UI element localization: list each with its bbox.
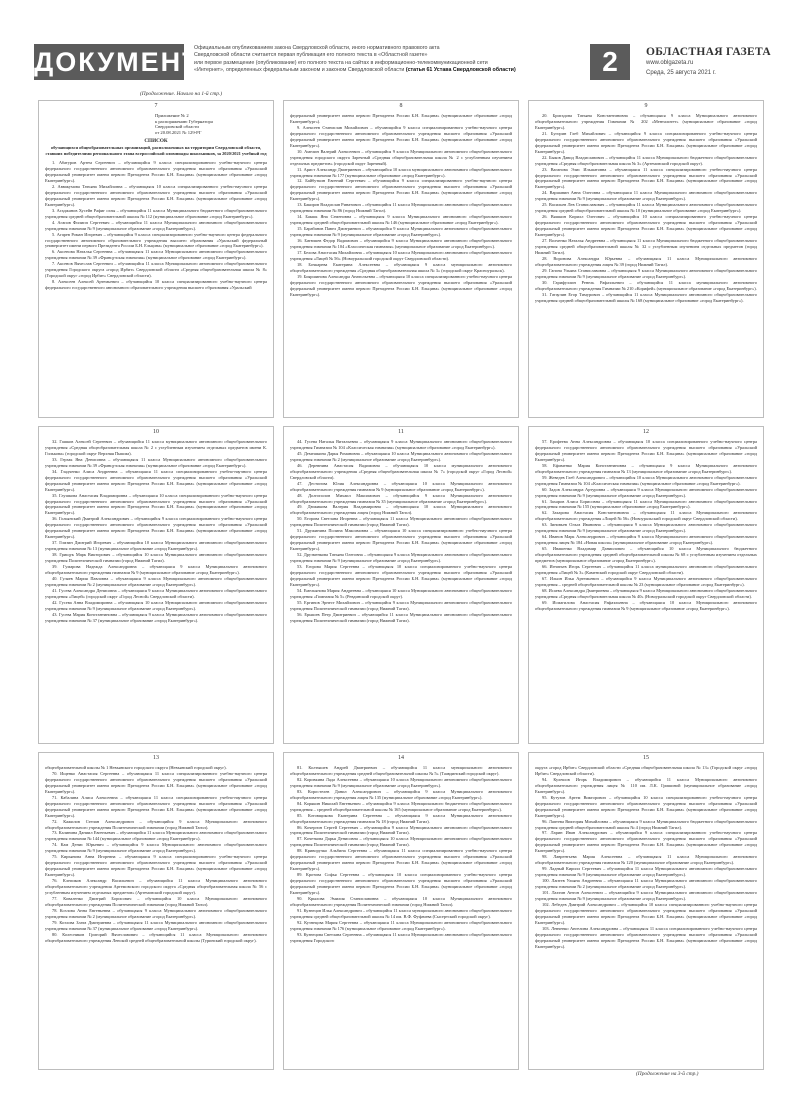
document-page-15 <box>528 752 764 1070</box>
list-entry: 96. Лаптева Виктория Михайловна – обучающаяся 9 класса Муниципального бюджетного общеобразовательного учреждения средней общеобразовательной школы № 4 (город Нижний Тагил). <box>535 818 757 830</box>
document-page-10 <box>38 426 274 744</box>
list-entry: 62. Захарова Анастасия Константиновна – обучающаяся 11 класса Муниципального автономного общеобразовательного учреждения «Лицей № 56» (Новоуральский городской округ Свердловской области). <box>535 510 757 522</box>
list-entry: 68. Исаева Александра Дмитриевна – обучающаяся 9 класса Муниципального автономного общеобразовательного учреждения «Средняя общеобразовательная школа № 40» (Новоуральский городской округ Свердловской области). <box>535 587 757 599</box>
list-entry: федеральный университет имени первого Президента России Б.Н. Ельцина» (муниципальное образование «город Екатеринбург»). <box>290 113 512 124</box>
list-entry: 53. Егорова Мария Сергеевна – обучающаяся 10 класса специализированного учебно-научного центра федерального государственного автономного образовательного учреждения высшего образования «Уральский федеральный университет имени первого Президента России Б.Н. Ельцина» (муниципальное образование «город Екатеринбург»). <box>290 564 512 587</box>
list-entry: 82. Коровкина Лада Алексеевна – обучающаяся 10 класса Муниципального автономного общеобразовательного учреждения гимназии № 9 (муниципальное образование «город Екатеринбург»). <box>290 776 512 788</box>
list-title: СПИСОК <box>144 138 168 145</box>
list-entry: 31. Гатаулин Егор Тимурович – обучающийся 11 класса Муниципального автономного общеобразовательного учреждения средней общеобразовательной школы № 168 (муниципальное образование «город Екатеринбург»). <box>535 291 757 303</box>
website-link[interactable]: www.oblgazeta.ru <box>646 60 694 66</box>
list-entry: округа «город Ирбит» Свердловской области «Средняя общеобразовательная школа № 13» (Городской округ «город Ирбит» Свердловской области). <box>535 765 757 776</box>
appendix-header <box>155 113 267 135</box>
list-entry: 50. Егорова Светлана Игоревна – обучающаяся 11 класса Муниципального автономного общеобразовательного учреждения Политехнической гимназии (город Нижний Тагил). <box>290 516 512 528</box>
page-text <box>535 439 757 740</box>
list-entry: 74. Кам Денис Юрьевич – обучающийся 9 класса Муниципального автономного общеобразовательного учреждения гимназии № 9 (муниципальное образование «город Екатеринбург»). <box>45 842 267 854</box>
document-page-9 <box>528 100 764 418</box>
page-index: 7 <box>154 103 158 109</box>
page-index: 8 <box>399 103 403 109</box>
list-entry: 19. Бояршинова Александра Анатольевна – обучающаяся 10 класса специализированного учебно-научного центра федерального государственного автономного образовательного учреждения высшего образования «Уральский федеральный университет имени первого Президента России Б.Н. Ельцина» (муниципальное образование «город Екатеринбург»). <box>290 273 512 297</box>
list-entry: 65. Ивашенко Владимир Даниилович – обучающийся 10 класса Муниципального бюджетного общеобразовательного учреждения средней общеобразовательной школы № 68 с углубленным изучением отдельных предметов (муниципальное образование «город Екатеринбург»). <box>535 546 757 564</box>
issue-date: Среда, 25 августа 2021 г. <box>646 70 716 76</box>
list-entry: 99. Ладный Кирилл Сергеевич – обучающийся 11 класса Муниципального автономного общеобразовательного учреждения гимназии № 9 (муниципальное образование «город Екатеринбург»). <box>535 866 757 878</box>
appendix-line: Свердловской области <box>155 124 199 130</box>
list-entry: 89. Кротова Софья Сергеевна – обучающаяся 10 класса специализированного учебно-научного центра федерального государственного автономного образовательного учреждения высшего образования «Уральский федеральный университет имени первого Президента России Б.Н. Ельцина» (муниципальное образование «город Екатеринбург»). <box>290 872 512 896</box>
list-entry: 63. Зиновьев Ольга Ивановна – обучающаяся 9 класса Муниципального автономного общеобразовательного учреждения гимназии № 9 (муниципальное образование «город Екатеринбург»). <box>535 522 757 534</box>
list-entry: 46. Деревнина Анастасия Вадимовна – обучающаяся 10 класса муниципального автономного общеобразовательного учреждения «Средняя общеобразовательная школа № 7» (городской округ «Город Лесной» Свердловской области). <box>290 462 512 480</box>
list-entry: 7. Аксенов Вячеслав Сергеевич – обучающийся 11 класса Муниципального автономного общеобразовательного учреждения Городского округа «город Ирбит» Свердловской области «Средняя общеобразовательная школа № 8» (Городской округ «город Ирбит» Свердловской области). <box>45 261 267 279</box>
list-entry: 12. Байбуткин Евгений Сергеевич – обучающийся 9 класса специализированного учебно-научного центра федерального государственного автономного образовательного учреждения высшего образования «Уральский федеральный университет имени первого Президента России Б.Н. Ельцина» (муниципальное образование «город Екатеринбург»). <box>290 178 512 202</box>
list-entry: 37. Гомзин Дмитрий Игоревич – обучающийся 10 класса Муниципального автономного общеобразовательного учреждения гимназии № 13 (муниципальное образование «город Екатеринбург»). <box>45 540 267 552</box>
list-entry: 41. Гусева Александра Денисовна – обучающаяся 9 класса Муниципального автономного общеобразовательного учреждения «Лицей» (городской округ «Город Лесной» Свердловской области). <box>45 587 267 599</box>
list-entry: 84. Корякин Николай Евгеньевич – обучающийся 9 класса Муниципального бюджетного общеобразовательного учреждения – средней общеобразовательной школы № 165 (муниципальное образование «город Екатеринбург»). <box>290 800 512 812</box>
list-entry: 6. Аксенова Наталья Сергеевна – обучающаяся 11 класса Муниципального автономного общеобразовательного учреждения гимназии № 39 «Французская гимназия» (муниципальное образование «город Екатеринбург»). <box>45 249 267 261</box>
list-subtitle: обучающихся общеобразовательных организаций, расположенных на территории Свердловской области, ставших победителями регионального этапа всероссийской олимпиады школьников, за 2020/2021 учебный год <box>45 145 267 156</box>
list-entry: 30. Гарифуллин Ренель Рафаэльевич – обучающийся 11 класса муниципального автономного общеобразовательного учреждения Гимназии № 210 «Корифей» (муниципальное образование «город Екатеринбург»). <box>535 279 757 291</box>
list-entry: 75. Кирьянова Анна Игоревна – обучающаяся 9 класса специализированного учебно-научного центра федерального государственного автономного образовательного учреждения высшего образования «Уральский федеральный университет имени первого Президента России Б.Н. Ельцина» (муниципальное образование «город Екатеринбург»). <box>45 854 267 878</box>
list-entry: 20. Бригадова Татьяна Константиновна – обучающаяся 9 класса Муниципального автономного общеобразовательного учреждения Гимназии № 202 «Менталитет» (муниципальное образование «город Екатеринбург»). <box>535 113 757 130</box>
page-text <box>290 113 512 414</box>
list-entry: 60. Задов Александра Артуровна – обучающаяся 9 класса Муниципального автономного общеобразовательного учреждения гимназии № 9 (муниципальное образование «город Екатеринбург»). <box>535 486 757 498</box>
list-entry: 5. Агарев Роман Игоревич – обучающийся 9 класса специализированного учебно-научного центра федерального государственного автономного образовательного учреждения высшего образования «Уральский федеральный университет имени первого Президента России Б.Н. Ельцина» (муниципальное образование «город Екатеринбург»). <box>45 231 267 249</box>
list-entry: 59. Жеведев Глеб Александрович – обучающийся 10 класса Муниципального автономного общеобразовательного учреждения Гимназии № 104 «Классическая гимназия» (муниципальное образование «город Екатеринбург»). <box>535 474 757 486</box>
list-entry: 32. Гашков Алексей Сергеевич – обучающийся 11 класса муниципального автономного общеобразовательного учреждения «Средняя общеобразовательная школа № 2 с углубленным изучением отдельных предметов имени К. Гилькова» (городской округ Верхняя Пышма). <box>45 439 267 456</box>
list-entry: 25. Васильев Лев Станиславович – обучающийся 11 класса Муниципального автономного общеобразовательного учреждения средней общеобразовательной школы № 10 (муниципальное образование «город Екатеринбург»). <box>535 202 757 214</box>
list-entry: 40. Гуляев Мария Павловна – обучающаяся 9 класса Муниципального автономного общеобразовательного учреждения гимназии № 2 (муниципальное образование «город Екатеринбург»). <box>45 575 267 587</box>
list-entry: 22. Быков Давид Владиславович – обучающийся 11 класса Муниципального бюджетного общеобразовательного учреждения «Средняя общеобразовательная школа № 3» (Артемовский городской округ). <box>535 154 757 166</box>
list-entry: 101. Лахтин Антон Алексеевич – обучающийся 9 класса Муниципального автономного общеобразовательного учреждения гимназии № 9 (муниципальное образование «город Екатеринбург»). <box>535 890 757 901</box>
list-entry: 56. Ерышев Петр Дмитриевич – обучающийся 11 класса Муниципального автономного общеобразовательного учреждения Политехнической гимназии (город Нижний Тагил). <box>290 611 512 623</box>
page-index: 15 <box>643 755 649 761</box>
list-entry: 81. Колтышев Андрей Дмитриевич – обучающийся 11 класса муниципального автономного общеобразовательного учреждения средней общеобразовательной школы № 5» (Таавдинский городской округ). <box>290 765 512 776</box>
list-entry: 43. Гусева Мария Константиновна – обучающаяся 9 класса Муниципального автономного общеобразовательного учреждения гимназии № 37 (муниципальное образование «город Екатеринбург»). <box>45 611 267 623</box>
list-entry: 52. Друзменкова Татьяна Олеговна – обучающаяся 9 класса Муниципального автономного общеобразовательного учреждения гимназии № 9 (муниципальное образование «город Екатеринбург»). <box>290 552 512 564</box>
list-entry: 61. Захаров Алиса Борисовна – обучающаяся 11 класса Муниципального автономного общеобразовательного учреждения гимназии № 155 (муниципальное образование «город Екатеринбург»). <box>535 498 757 510</box>
page-index: 13 <box>153 755 159 761</box>
list-entry: 66. Игнатьев Игорь Сергеевич – обучающийся 11 класса муниципального автономного общеобразовательного учреждения «Лицей № 3» (Каменский городской округ Свердловской области). <box>535 564 757 575</box>
section-title: ДОКУМЕНТЫ <box>34 44 184 80</box>
list-entry: 17. Белова Анастасия Михайловна – обучающаяся 10 класса Муниципального автономного общеобразовательного учреждения «Лицей № 56» (Новоуральский городской округ Свердловской области). <box>290 249 512 261</box>
page-text <box>290 765 512 1066</box>
list-entry: 87. Кочеткова Дарья Денисовна – обучающаяся 10 класса Муниципального автономного общеобразовательного учреждения Политехнической гимназии (город Нижний Тагил). <box>290 836 512 848</box>
list-entry: 80. Колесников Григорий Вячеславович – обучающийся 11 класса Муниципального автономного общеобразовательного учреждения Ленской средней общеобразовательной школы (Туринский городской округ). <box>45 931 267 943</box>
notice-bold: (статья 61 Устава Свердловской области) <box>405 67 516 74</box>
document-page-13 <box>38 752 274 1070</box>
list-entry: 2. Аввакумова Татьяна Михайловна – обучающаяся 10 класса специализированного учебно-научного центра федерального государственного автономного образовательного учреждения высшего образования «Уральский федеральный университет имени первого Президента России Б.Н. Ельцина» (муниципальное образование «город Екатеринбург»). <box>45 183 267 207</box>
list-entry: 100. Лаптев Ульяна Андреевна – обучающаяся 11 класса Муниципального автономного общеобразовательного учреждения гимназии № 2 (муниципальное образование «город Екатеринбург»). <box>535 878 757 890</box>
page-text <box>45 439 267 740</box>
list-entry: 34. Гладченко Алиса Андреевна – обучающаяся 11 класса специализированного учебно-научного центра федерального государственного автономного образовательного учреждения высшего образования «Уральский федеральный университет имени первого Президента России Б.Н. Ельцина» (муниципальное образование «город Екатеринбург»). <box>45 468 267 492</box>
list-entry: 78. Козлова Анна Евгеньевна – обучающаяся 9 класса Муниципального автономного общеобразовательного учреждения гимназии № 2 (муниципальное образование «город Екатеринбург»). <box>45 907 267 919</box>
list-entry: 13. Бакиров Владислав Ринатович – обучающийся 11 класса Муниципального автономного общеобразовательного учреждения гимназии № 86 (город Нижний Тагил). <box>290 202 512 214</box>
page-index: 11 <box>398 429 404 435</box>
page-index: 12 <box>643 429 649 435</box>
document-page-7 <box>38 100 274 418</box>
list-entry: 33. Герзак Яна Денисовна – обучающаяся 11 класса Муниципального автономного общеобразовательного учреждения гимназии № 39 «Французская гимназия» (муниципальное образование «город Екатеринбург»). <box>45 456 267 468</box>
list-entry: 44. Гусева Наталья Витальевна – обучающаяся 9 класса Муниципального автономного общеобразовательного учреждения Гимназии № 104 «Классическая гимназия» (муниципальное образование «город Екатеринбург»). <box>290 439 512 450</box>
list-entry: 15. Барабанов Павел Дмитриевич – обучающийся 9 класса Муниципального автономного общеобразовательного учреждения гимназии № 9 (муниципальное образование «город Екатеринбург»). <box>290 226 512 238</box>
list-entry: 45. Демешкина Дарья Романовна – обучающаяся 10 класса Муниципального автономного общеобразовательного учреждения гимназии № 2 (муниципальное образование «город Екатеринбург»). <box>290 450 512 462</box>
list-entry: 70. Ищенко Анастасия Сергеевна – обучающаяся 11 класса специализированного учебно-научного центра федерального государственного автономного образовательного учреждения высшего образования «Уральский федеральный университет имени первого Президента России Б.Н. Ельцина» (муниципальное образование «город Екатеринбург»). <box>45 770 267 794</box>
list-entry: 90. Крылова Эмилия Станиславовна – обучающаяся 10 класса Муниципального автономного общеобразовательного учреждения Политехнической гимназии (город Нижний Тагил). <box>290 895 512 907</box>
list-entry: 47. Дестигова Юлия Александровна – обучающаяся 10 класса Муниципального автономного общеобразовательного учреждения гимназии № 9 (муниципальное образование «город Екатеринбург»). <box>290 480 512 492</box>
list-entry: 24. Варшавин Анна Олеговна – обучающаяся 11 класса Муниципального автономного общеобразовательного учреждения гимназии № 9 (муниципальное образование «город Екатеринбург»). <box>535 190 757 202</box>
page-text <box>45 113 267 414</box>
list-entry: 58. Ефименко Мария Константиновна – обучающаяся 9 класса Муниципального автономного общеобразовательного учреждения гимназии № 13 (муниципальное образование «город Екатеринбург»). <box>535 462 757 474</box>
appendix-line: Приложение № 2 <box>155 113 189 118</box>
list-entry: 29. Гагина Ульяна Станиславовна – обучающаяся 9 класса Муниципального автономного общеобразовательного учреждения гимназии № 9 (муниципальное образование «город Екатеринбург»). <box>535 267 757 279</box>
list-entry: 9. Алексеев Станислав Михайлович – обучающийся 9 класса специализированного учебно-научного центра федерального государственного автономного образовательного учреждения высшего образования «Уральский федеральный университет имени первого Президента России Б.Н. Ельцина» (муниципальное образование «город Екатеринбург»). <box>290 124 512 148</box>
page-text <box>290 439 512 740</box>
list-entry: 54. Емельянова Мария Андреевна – обучающаяся 10 класса Муниципального автономного общеобразовательного учреждения «Гимназия № 5» (Ревдинский городской округ). <box>290 587 512 599</box>
list-entry: 51. Дружинина Полина Максимовна – обучающаяся 10 класса специализированного учебно-научного центра федерального государственного автономного образовательного учреждения высшего образования «Уральский федеральный университет имени первого Президента России Б.Н. Ельцина» (муниципальное образование «город Екатеринбург»). <box>290 528 512 552</box>
document-page-8 <box>283 100 519 418</box>
list-entry: 102. Лебедев Дмитрий Александрович – обучающийся 10 класса специализированного учебно-научного центра федерального государственного автономного образовательного учреждения высшего образования «Уральский федеральный университет имени первого Президента России Б.Н. Ельцина» (муниципальное образование «город Екатеринбург»). <box>535 901 757 925</box>
page-text <box>535 113 757 414</box>
page-index: 10 <box>153 429 159 435</box>
list-entry: 49. Дюжикова Валерия Владимировна – обучающаяся 10 класса Муниципального автономного общеобразовательного учреждения лицея (город Нижний Тагил). <box>290 504 512 516</box>
list-entry: 72. Кажилов Степан Александрович – обучающийся 9 класса Муниципального автономного общеобразовательного учреждения Политехнической гимназии (город Нижний Тагил). <box>45 818 267 830</box>
document-page-14 <box>283 752 519 1070</box>
list-entry: 55. Ергинов Эрнест Михайлович – обучающийся 9 класса Муниципального автономного общеобразовательного учреждения Политехнической гимназии (город Нижний Тагил). <box>290 599 512 611</box>
list-entry: 3. Агаджанов Хусейн Рафиг оглы – обучающийся 11 класса Муниципального бюджетного общеобразовательного учреждения средней общеобразовательной школы № 112 (муниципальное образование «город Екатеринбург»). <box>45 207 267 219</box>
page-text <box>535 765 757 1066</box>
list-entry: 95. Кутузов Артем Викторович – обучающийся 10 класса специализированного учебно-научного центра федерального государственного автономного образовательного учреждения высшего образования «Уральский федеральный университет имени первого Президента России Б.Н. Ельцина» (муниципальное образование «город Екатеринбург»). <box>535 794 757 818</box>
list-entry: 83. Коростелев Данил Александрович – обучающийся 9 класса Муниципального автономного общеобразовательного учреждения лицея № 135 (муниципальное образование «город Екатеринбург»). <box>290 788 512 800</box>
list-entry: 77. Коваленко Дмитрий Борисович – обучающийся 10 класса Муниципального автономного общеобразовательного учреждения Политехнической гимназии (город Нижний Тагил). <box>45 895 267 907</box>
list-entry: 73. Калинина Даниил Евгеньевич – обучающийся 11 класса Муниципального автономного общеобразовательного учреждения гимназии № 144 (муниципальное образование «город Екатеринбург»). <box>45 830 267 842</box>
publication-notice <box>194 45 586 75</box>
list-entry: 91. Кузнецов Илья Александрович – обучающийся 11 класса муниципального автономного общеобразовательного учреждения средней общеобразовательной школы № 14 им. В.Ф. Фуфачева (Сысертский городской округ). <box>290 907 512 919</box>
list-entry: 27. Волченко Наталья Андреевна – обучающаяся 11 класса Муниципального бюджетного общеобразовательного учреждения средней общеобразовательной школы № 32 с углубленным изучением отдельных предметов (город Нижний Тагил). <box>535 238 757 255</box>
document-page-11 <box>283 426 519 744</box>
notice-line: Свердловской области считается первая публикация его полного текста в «Областной газете» <box>194 52 428 59</box>
list-entry: 16. Батюшев Федор Вадимович – обучающийся 9 класса Муниципального автономного общеобразовательного учреждения гимназии № 104 «Классическая гимназия» (муниципальное образование «город Екатеринбург»). <box>290 238 512 249</box>
list-entry: 48. Долгополов Михаил Максимович – обучающийся 9 класса Муниципального автономного общеобразовательного учреждения гимназии № 35 (муниципальное образование «город Екатеринбург»). <box>290 492 512 504</box>
list-entry: 36. Гольянский Дмитрий Александрович – обучающийся 9 класса специализированного учебно-научного центра федерального государственного автономного образовательного учреждения высшего образования «Уральский федеральный университет имени первого Президента России Б.Н. Ельцина» (муниципальное образование «город Екатеринбург»). <box>45 516 267 540</box>
list-entry: 92. Кузнецова Мария Сергеевна – обучающаяся 11 класса Муниципального автономного общеобразовательного учреждения гимназии № 176 (муниципальное образование «город Екатеринбург»). <box>290 919 512 931</box>
list-entry: 26. Вяшкин Кирилл Олегович – обучающийся 10 класса специализированного учебно-научного центра федерального государственного автономного образовательного учреждения высшего образования «Уральский федеральный университет имени первого Президента России Б.Н. Ельцина» (муниципальное образование «город Екатеринбург»). <box>535 214 757 238</box>
notice-line: «Интернет», определенных федеральным законом и законом Свердловской области (статья 61 Устава Свердловской области) <box>194 67 516 74</box>
list-entry: 94. Кулешов Игорь Владимирович – обучающийся 11 класса Муниципального автономного общеобразовательного учреждения лицея № 110 им. Л.К. Гришиной (муниципальное образование «город Екатеринбург»). <box>535 776 757 794</box>
list-entry: 1. Абатуров Артем Сергеевич – обучающийся 9 класса специализированного учебно-научного центра федерального государственного автономного образовательного учреждения высшего образования «Уральский федеральный университет имени первого Президента России Б.Н. Ельцина» (муниципальное образование «город Екатеринбург»). <box>45 160 267 183</box>
list-entry: 97. Ларин Иван Александрович – обучающийся 9 класса специализированного учебно-научного центра федерального государственного автономного образовательного учреждения высшего образования «Уральский федеральный университет имени первого Президента России Б.Н. Ельцина» (муниципальное образование «город Екатеринбург»). <box>535 830 757 854</box>
list-entry: 38. Грищук Марк Викторович – обучающийся 10 класса Муниципального автономного общеобразовательного учреждения Политехнической гимназии (город Нижний Тагил). <box>45 552 267 564</box>
list-entry: 86. Кочергин Сергей Сергеевич – обучающийся 9 класса Муниципального автономного общеобразовательного учреждения Политехнической гимназии (город Нижний Тагил). <box>290 824 512 836</box>
list-entry: 64. Иванов Марк Александрович – обучающийся 9 класса Муниципального автономного общеобразовательного учреждения лицея № 184 «Новая школа» (муниципальное образование «город Екатеринбург»). <box>535 534 757 546</box>
list-entry: 11. Арист Александр Дмитриевич – обучающийся 10 класса муниципального автономного общеобразовательного учреждения гимназии № 177 (муниципальное образование «город Екатеринбург»). <box>290 166 512 178</box>
page-index: 14 <box>398 755 404 761</box>
list-entry: 76. Клепиков Александр Васильевич – обучающийся 11 класса Муниципального автономного общеобразовательного учреждения Артемовского городского округа «Средняя общеобразовательная школа № 56 с углубленным изучением отдельных предметов» (Артемовский городской округ). <box>45 878 267 896</box>
continued-to: (Продолжение на 3-й стр.) <box>636 1071 699 1077</box>
continued-from: (Продолжение. Начало на 1-й стр.) <box>140 91 223 97</box>
list-entry: 71. Кабалина Алиса Алексеевна – обучающаяся 11 класса специализированного учебно-научного центра федерального государственного автономного образовательного учреждения высшего образования «Уральский федеральный университет имени первого Президента России Б.Н. Ельцина» (муниципальное образование «город Екатеринбург»). <box>45 794 267 818</box>
list-entry: 85. Котовщикова Екатерина Сергеевна – обучающаяся 9 класса Муниципального автономного общеобразовательного учреждения гимназии № 18 (город Нижний Тагил). <box>290 812 512 824</box>
notice-line: или первое размещение (опубликование) его полного текста на сайтах в информационно-телекоммуникационной сети <box>194 59 488 66</box>
list-entry: 57. Ерофеева Анна Александровна – обучающаяся 10 класса специализированного учебно-научного центра федерального государственного автономного образовательного учреждения высшего образования «Уральский федеральный университет имени первого Президента России Б.Н. Ельцина» (муниципальное образование «город Екатеринбург»). <box>535 439 757 462</box>
page-number: 2 <box>590 44 630 80</box>
list-entry: 10. Амелин Валерий Алексеевич – обучающийся 9 класса Муниципального автономного общеобразовательного учреждения городского округа Заречный «Средняя общеобразовательная школа № 2 с углубленным изучением отдельных предметов» (городской округ Заречный). <box>290 148 512 166</box>
list-entry: 21. Бугорин Глеб Михайлович – обучающийся 9 класса специализированного учебно-научного центра федерального государственного автономного образовательного учреждения высшего образования «Уральский федеральный университет имени первого Президента России Б.Н. Ельцина» (муниципальное образование «город Екатеринбург»). <box>535 130 757 154</box>
list-entry: 79. Козлова Злата Дмитриевна – обучающаяся 11 класса Муниципального автономного общеобразовательного учреждения гимназии № 37 (муниципальное образование «город Екатеринбург»). <box>45 919 267 931</box>
list-entry: 98. Лаврентьева Мария Алексеевна – обучающаяся 11 класса Муниципального автономного общеобразовательного учреждения гимназии № 120 (муниципальное образование «город Екатеринбург»). <box>535 854 757 866</box>
list-entry: 18. Бочкарева Екатерина Алексеевна – обучающаяся 9 класса муниципального автономного общеобразовательного учреждения «Средняя общеобразовательная школа № 3» (городской округ Красноуральск). <box>290 261 512 273</box>
list-entry: 4. Агапов Филипп Сергеевич – обучающийся 11 класса Муниципального автономного общеобразовательного учреждения гимназии № 9 (муниципальное образование «город Екатеринбург»). <box>45 219 267 231</box>
list-entry: 14. Бакшк Яна Семеновна – обучающаяся 9 класса Муниципального автономного общеобразовательного учреждения средней общеобразовательной школы № 146 (муниципальное образование «город Екатеринбург»). <box>290 214 512 226</box>
list-entry: общеобразовательной школы № 1 Невьянского городского округа (Невьянский городской округ). <box>45 765 227 770</box>
list-entry: 42. Гусева Анна Владимировна – обучающаяся 10 класса Муниципального автономного общеобразовательного учреждения гимназии № 9 (муниципальное образование «город Екатеринбург»). <box>45 599 267 611</box>
page-index: 9 <box>644 103 648 109</box>
notice-line: Официальным опубликованием закона Свердловской области, иного нормативного правового акта <box>194 45 440 51</box>
list-entry: 88. Криворучко Альбина Сергеевна – обучающаяся 11 класса специализированного учебно-научного центра федерального государственного автономного образовательного учреждения высшего образования «Уральский федеральный университет имени первого Президента России Б.Н. Ельцина» (муниципальное образование «город Екатеринбург»). <box>290 848 512 872</box>
appendix-line: от 20.08.2021 № 129-РГ <box>155 129 202 135</box>
list-entry: 35. Глушкова Анастасия Владимировна – обучающаяся 10 класса специализированного учебно-научного центра федерального государственного автономного образовательного учреждения высшего образования «Уральский федеральный университет имени первого Президента России Б.Н. Ельцина» (муниципальное образование «город Екатеринбург»). <box>45 492 267 516</box>
masthead <box>0 0 800 88</box>
list-entry: 103. Левченко Ангелина Александровна – обучающаяся 11 класса специализированного учебно-научного центра федерального государственного автономного образовательного учреждения высшего образования «Уральский федеральный университет имени первого Президента России Б.Н. Ельцина» (муниципальное образование «город Екатеринбург»). <box>535 925 757 949</box>
list-entry: 23. Ваганова Элис Ильшатовна – обучающаяся 11 класса специализированного учебно-научного центра федерального государственного автономного образовательного учреждения высшего образования «Уральский федеральный университет имени первого Президента России Б.Н. Ельцина» (муниципальное образование «город Екатеринбург»). <box>535 166 757 190</box>
list-entry: 8. Алексеев Алексей Артемьевич – обучающийся 10 класса специализированного учебно-научного центра федерального государственного автономного образовательного учреждения высшего образования «Уральский <box>45 279 267 291</box>
list-entry: 39. Гумарова Надежда Александровна – обучающаяся 9 класса Муниципального автономного общеобразовательного учреждения гимназии № 9 (муниципальное образование «город Екатеринбург»). <box>45 564 267 575</box>
document-page-12 <box>528 426 764 744</box>
page-text <box>45 765 267 1066</box>
newspaper-name: ОБЛАСТНАЯ ГАЗЕТА <box>646 46 771 58</box>
appendix-line: к распоряжению Губернатора <box>155 118 213 124</box>
list-entry: 93. Кузнецова Светлана Сергеевна – обучающаяся 11 класса Муниципального автономного общеобразовательного учреждения Городского <box>290 931 512 943</box>
list-entry: 28. Воронова Александра Юрьевна – обучающаяся 11 класса Муниципального автономного общеобразовательного учреждения лицея № 39 (город Нижний Тагил). <box>535 255 757 267</box>
list-entry: 67. Ильин Илья Артемьевич – обучающийся 9 класса Муниципального автономного общеобразовательного учреждения – средней общеобразовательной школы № 23 (муниципальное образование «город Екатеринбург»). <box>535 575 757 587</box>
list-entry: 69. Исмагилова Анастасия Рафаэльевна – обучающаяся 10 класса Муниципального автономного общеобразовательного учреждения гимназии № 9 (муниципальное образование «город Екатеринбург»). <box>535 599 757 611</box>
